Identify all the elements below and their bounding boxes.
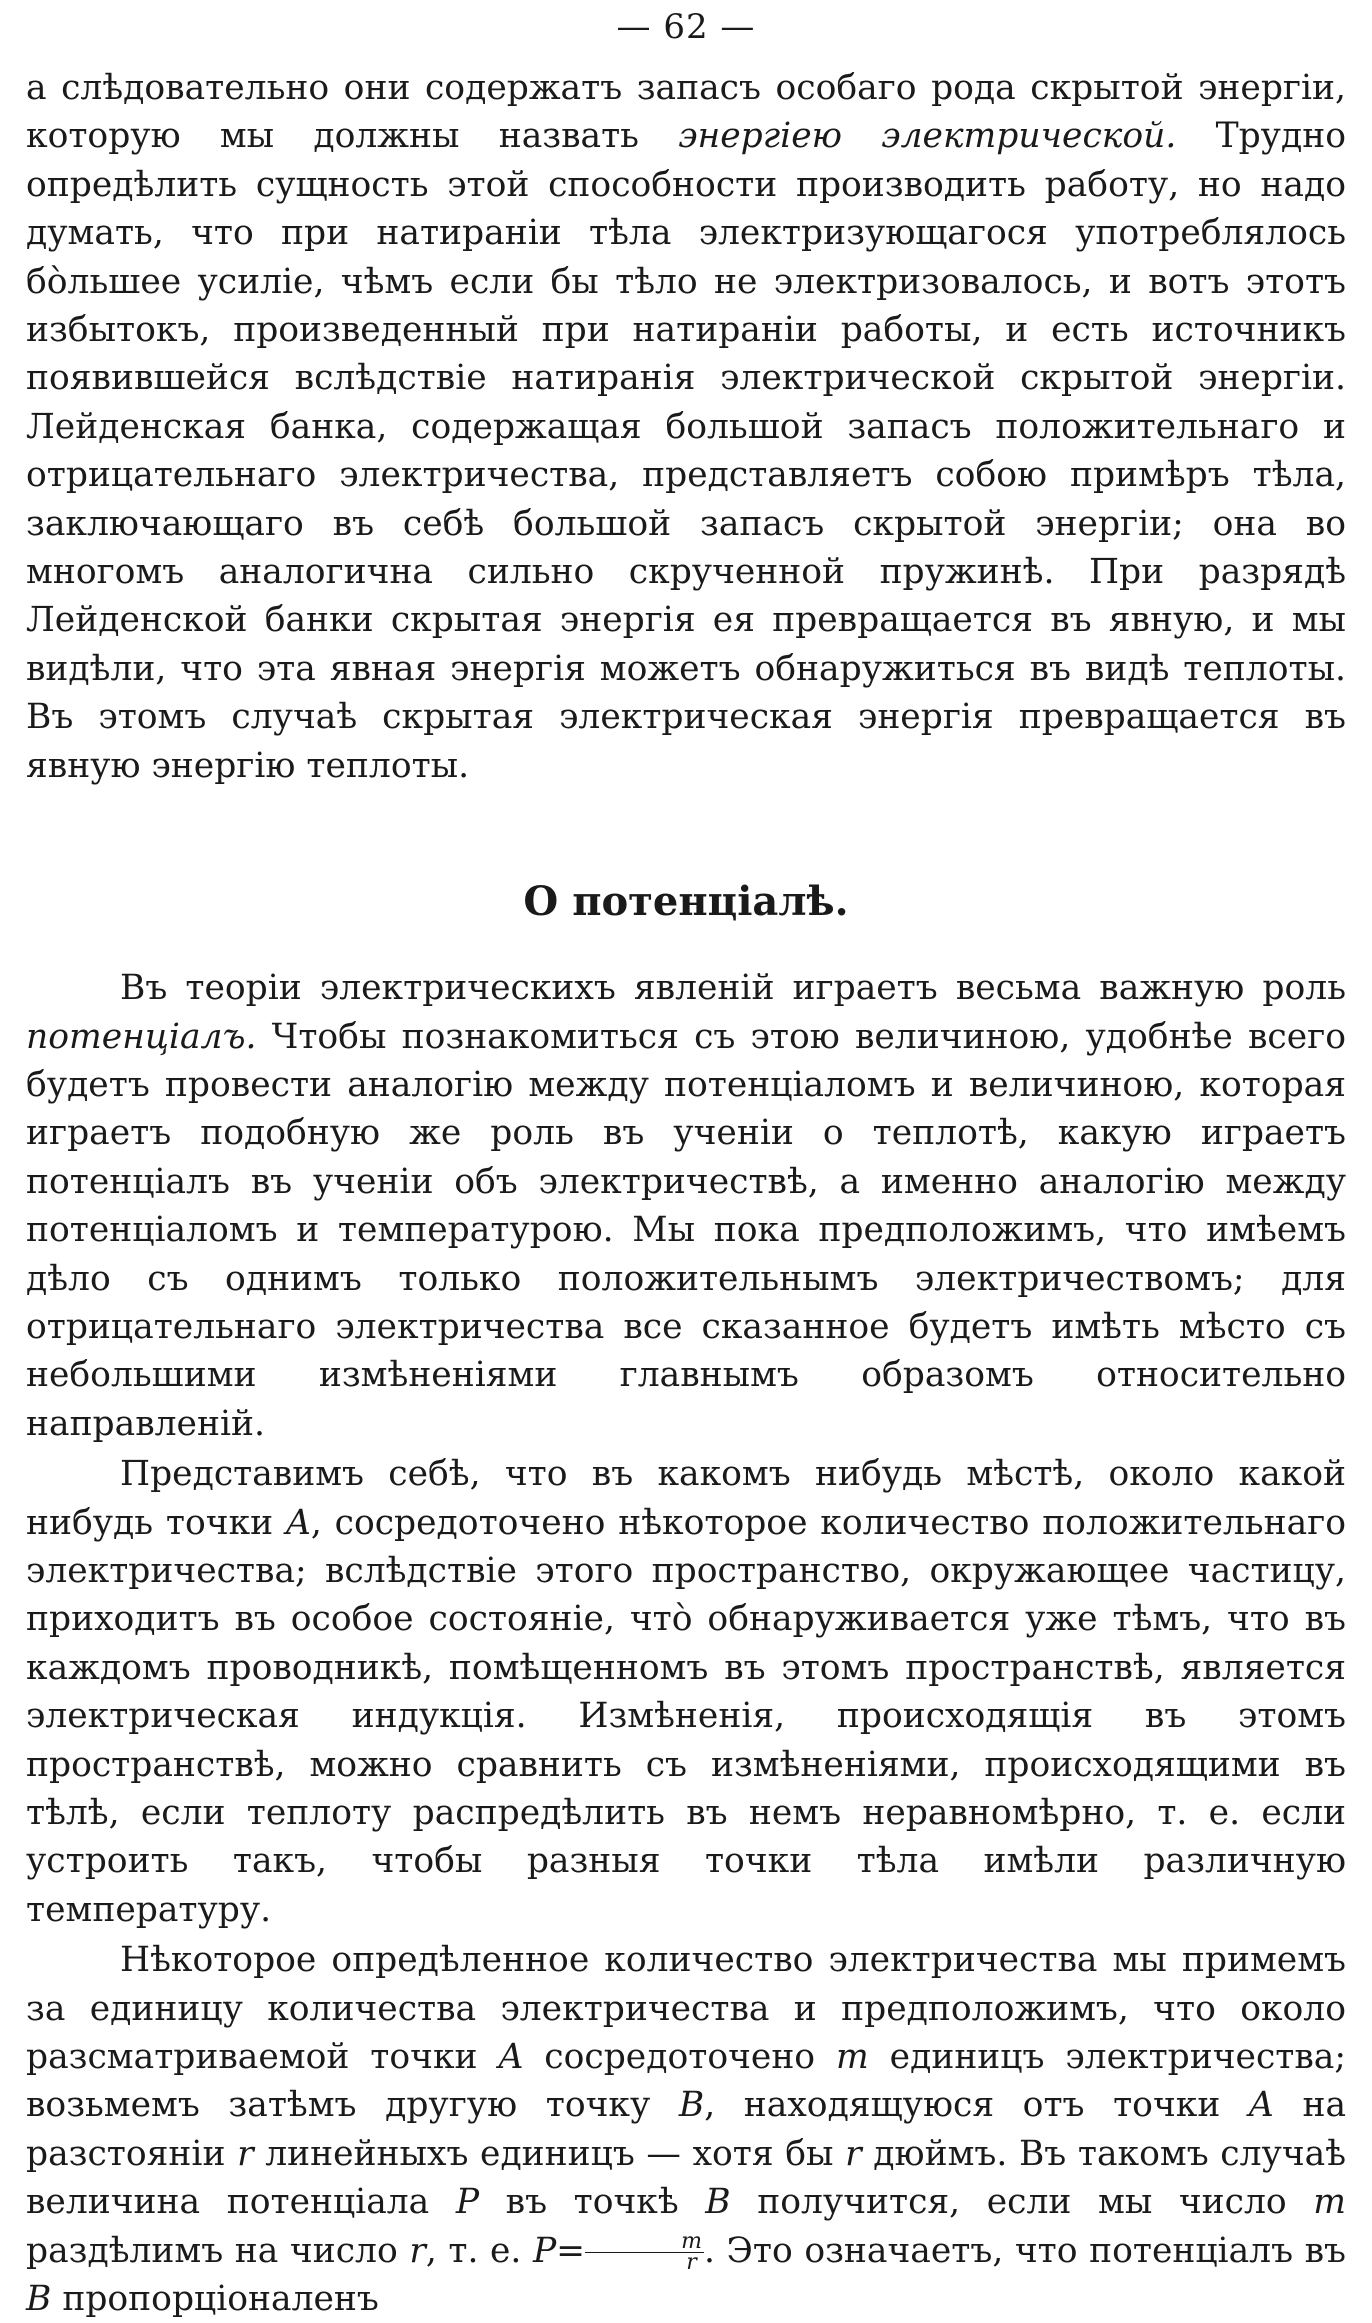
paragraph-text: единицъ электричества; возьмемъ затѣмъ другую точку — [26, 2037, 1346, 2126]
paragraph-latent-energy — [26, 64, 1346, 790]
variable: B — [26, 2279, 52, 2320]
paragraph-text: Трудно опредѣлить сущность этой способности производить работу, но надо думать, что при натираніи тѣла электризующагося употреблялось бо̀льшее усиліе, чѣмъ если бы тѣло не электризовалось, и вотъ этотъ избытокъ, произведенный при натираніи работы, и есть источникъ появившейся вслѣдствіе натиранія электрической скрытой энергіи. Лейденская банка, содержащая большой запасъ положительнаго и отрицательнаго электричества, представляетъ собою примѣръ тѣла, заключающаго въ себѣ большой запасъ скрытой энергіи; она во многомъ аналогична сильно скрученной пружинѣ. При разрядѣ Лейденской банки скрытая энергія ея превращается въ явную, и мы видѣли, что эта явная энергія можетъ обнаружиться въ видѣ теплоты. Въ этомъ случаѣ скрытая электрическая энергія превращается въ явную энергію теплоты. — [26, 116, 1346, 786]
formula-lhs: P= — [532, 2230, 586, 2271]
variable: r — [409, 2230, 426, 2271]
paragraph-text: линейныхъ единицъ — хотя бы — [253, 2133, 846, 2174]
variable: r — [237, 2133, 254, 2174]
paragraph-text: , находящуюся отъ точки — [704, 2085, 1249, 2126]
page-number: — 62 — — [616, 7, 756, 47]
paragraph-text: пропорціоналенъ — [51, 2279, 379, 2320]
paragraph-text: Въ теоріи электрическихъ явленій играетъ весьма важную роль — [120, 968, 1346, 1009]
paragraph-text: на разстояніи — [26, 2085, 1347, 2174]
section-heading: О потенціалѣ. — [523, 878, 849, 926]
paragraph-text: , т. е. — [425, 2230, 533, 2271]
paragraph-text: Нѣкоторое опредѣленное количество электричества мы примемъ за единицу количества электричества и предположимъ, что около разсматриваемой точки — [26, 1940, 1346, 2078]
variable: m — [836, 2037, 869, 2078]
paragraph-text: Представимъ себѣ, что въ какомъ нибудь мѣстѣ, около какой нибудь точки — [26, 1454, 1346, 1543]
variable: A — [285, 1502, 311, 1543]
variable: A — [498, 2037, 524, 2078]
variable: A — [1248, 2085, 1274, 2126]
paragraph-text: сосредоточено — [523, 2037, 837, 2078]
book-page — [26, 0, 1347, 2320]
formula-fraction — [585, 2228, 704, 2275]
paragraph-text: Чтобы познакомиться съ этою величиною, удобнѣе всего будетъ провести аналогію между потенціаломъ и величиною, которая играетъ подобную же роль въ ученіи о теплотѣ, какую играетъ потенціалъ въ ученіи объ электричествѣ, а именно аналогію между потенціаломъ и температурою. Мы пока предположимъ, что имѣемъ дѣло съ однимъ только положительнымъ электричествомъ; для отрицательнаго электричества все сказанное будетъ имѣть мѣсто съ небольшими измѣненіями главнымъ образомъ относительно направленій. — [26, 1016, 1346, 1444]
fraction-denominator: r — [686, 2249, 697, 2275]
paragraph-text: въ точкѣ — [479, 2182, 706, 2223]
variable: B — [705, 2182, 731, 2223]
paragraph-potential-intro — [26, 964, 1346, 1448]
variable: P — [455, 2182, 480, 2223]
paragraph-potential-definition — [26, 1936, 1346, 2323]
italic-term: энергіею электрической. — [678, 116, 1177, 157]
paragraph-text: , сосредоточено нѣкоторое количество положительнаго электричества; вслѣдствіе этого пространство, окружающее частицу, приходитъ въ особое состояніе, что̀ обнаруживается уже тѣмъ, что въ каждомъ проводникѣ, помѣщенномъ въ этомъ пространствѣ, является электрическая индукція. Измѣненія, происходящія въ этомъ пространствѣ, можно сравнить съ измѣненіями, происходящими въ тѣлѣ, если теплоту распредѣлить въ немъ неравномѣрно, т. е. если устроить такъ, чтобы разныя точки тѣла имѣли различную температуру. — [26, 1502, 1346, 1930]
italic-term: потенціалъ. — [26, 1016, 257, 1057]
paragraph-text: дюймъ. Въ такомъ случаѣ величина потенціала — [26, 2133, 1347, 2223]
fraction-numerator: m — [585, 2232, 704, 2253]
paragraph-point-a — [26, 1450, 1346, 1934]
paragraph-text: раздѣлимъ на число — [26, 2230, 410, 2271]
paragraph-text: . Это означаетъ, что потенціалъ въ — [703, 2230, 1346, 2271]
paragraph-text: получится, если мы число — [730, 2182, 1314, 2223]
variable: B — [678, 2085, 705, 2126]
variable: r — [845, 2133, 862, 2174]
variable: m — [1313, 2182, 1346, 2223]
paragraph-text: а слѣдовательно они содержатъ запасъ особаго рода скрытой энергіи, которую мы должны назвать — [26, 68, 1346, 157]
